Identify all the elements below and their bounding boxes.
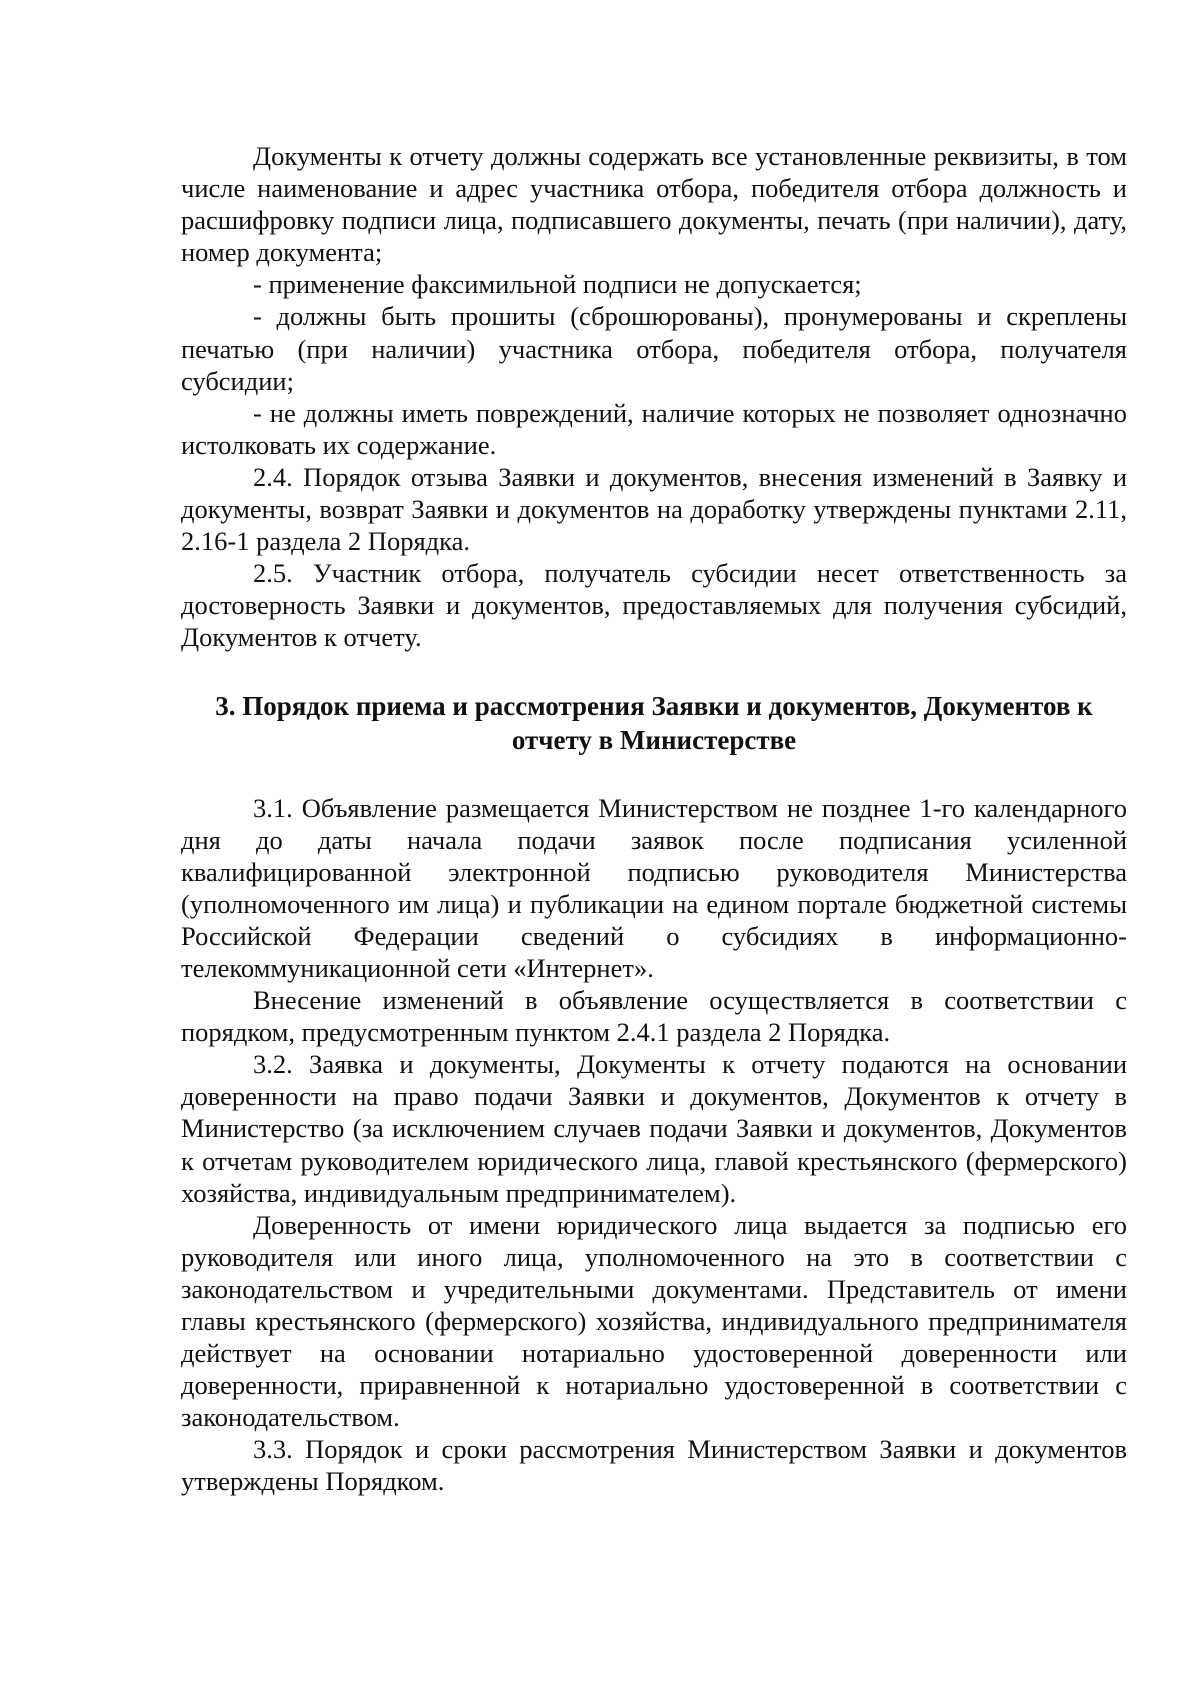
paragraph-announcement-changes: Внесение изменений в объявление осуществляется в соответствии с порядком, предусмотренным пунктом 2.4.1 раздела 2 Порядка. [181, 985, 1127, 1048]
paragraph-power-of-attorney: Доверенность от имени юридического лица выдается за подписью его руководителя или иного лица, уполномоченного на это в соответствии с законодательством и учредительными документами. Представитель от имени главы крестьянского (фермерского) хозяйства, индивидуального предпринимателя действует на основании нотариально удостоверенной доверенности или доверенности, приравненной к нотариально удостоверенной в соответствии с законодательством. [181, 1209, 1127, 1433]
paragraph-binding-rule: - должны быть прошиты (сброшюрованы), пронумерованы и скреплены печатью (при наличии) участника отбора, победителя отбора, получателя субсидии; [181, 301, 1127, 396]
paragraph-3-3: 3.3. Порядок и сроки рассмотрения Министерством Заявки и документов утверждены Порядком. [181, 1434, 1127, 1497]
paragraph-facsimile-rule: - применение факсимильной подписи не допускается; [253, 269, 862, 300]
paragraph-3-2: 3.2. Заявка и документы, Документы к отчету подаются на основании доверенности на право подачи Заявки и документов, Документов к отчету в Министерство (за исключением случаев подачи Заявки и документов, Документов к отчетам руководителем юридического лица, главой крестьянского (фермерского) хозяйства, индивидуальным предпринимателем). [181, 1049, 1127, 1208]
paragraph-damage-rule: - не должны иметь повреждений, наличие которых не позволяет однозначно истолковать их содержание. [181, 397, 1127, 460]
document-page [181, 140, 1127, 1498]
paragraph-2-5: 2.5. Участник отбора, получатель субсидии несет ответственность за достоверность Заявки и документов, предоставляемых для получения субсидий, Документов к отчету. [181, 558, 1127, 653]
paragraph-documents-requisites: Документы к отчету должны содержать все установленные реквизиты, в том числе наименование и адрес участника отбора, победителя отбора должность и расшифровку подписи лица, подписавшего документы, печать (при наличии), дату, номер документа; [181, 141, 1127, 268]
paragraph-3-1: 3.1. Объявление размещается Министерством не позднее 1-го календарного дня до даты начала подачи заявок после подписания усиленной квалифицированной электронной подписью руководителя Министерства (уполномоченного им лица) и публикации на едином портале бюджетной системы Российской Федерации сведений о субсидиях в информационно-телекоммуникационной сети «Интернет». [181, 792, 1127, 983]
paragraph-2-4: 2.4. Порядок отзыва Заявки и документов, внесения изменений в Заявку и документы, возврат Заявки и документов на доработку утверждены пунктами 2.11, 2.16-1 раздела 2 Порядка. [181, 461, 1127, 557]
section-3-heading: 3. Порядок приема и рассмотрения Заявки и документов, Документов к отчету в Министерстве [215, 690, 1093, 755]
